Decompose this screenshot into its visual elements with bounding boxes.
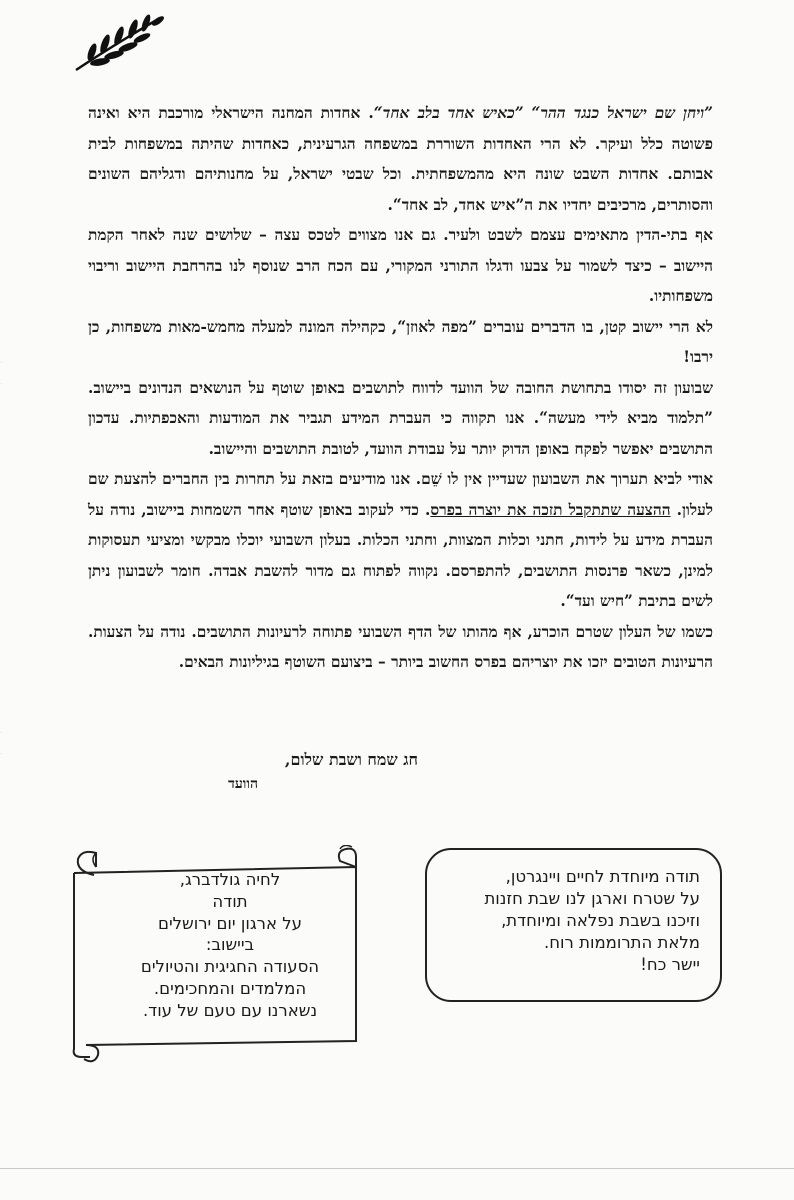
scroll-note-line: המלמדים והמחכימים. — [153, 978, 307, 998]
thanks-note-line: יישר כח! — [640, 955, 700, 974]
letter-body — [88, 98, 713, 678]
scroll-thank-you-note — [60, 845, 385, 1065]
thanks-note-line: תודה מיוחדת לחיים ויינגרטן, — [505, 867, 700, 886]
paragraph-text: . אחדות המחנה הישראלי מורכבת היא ואינה פשוטה כלל ועיקר. לא הרי האחדות השוררת במשפחה הגרעינית, כאחדות שהיתה במשפחות לבית אבותם. אחדות השבט שונה היא מהמשפחתית. וכל שבטי ישראל, על מחנותיהם ודגליהם השונים והסותרים, מרכיבים יחדיו את ה”איש אחד, לב אחד“. — [88, 104, 713, 214]
letter-paragraph — [88, 373, 713, 465]
letter-paragraph — [88, 220, 713, 312]
letter-paragraph — [88, 464, 713, 617]
underlined-prize-text: ההצעה שתתקבל תזכה את יוצרה בפרס — [430, 500, 671, 519]
punch-hole-mark — [0, 362, 15, 384]
paragraph-text: כשמו של העלון שטרם הוכרע, אף מהותו של הדף השבועי פתוחה לרעיונות התושבים. נודה על הצעות. הרעיונות הטובים יזכו את יוצריהם בפרס החשוב ביותר – ביצועם השוטף בגיליונות הבאים. — [88, 622, 713, 671]
thanks-note-line: מלאת התרוממות רוח. — [544, 933, 700, 952]
paragraph-text: אף בתי-הדין מתאימים עצמם לשבט ולעיר. גם אנו מצווים לטכס עצה – שלושים שנה לאחר הקמת היישוב – כיצד לשמור על צבעו ודגלו התורני המקורי, עם הכח הרב שנוסף לנו בהרחבת היישוב וריבוי משפחותיו. — [88, 226, 713, 305]
letter-paragraph — [88, 617, 713, 678]
letter-paragraph — [88, 98, 713, 220]
scroll-note-line: נשארנו עם טעם של עוד. — [142, 1000, 318, 1020]
olive-branch-icon — [72, 12, 167, 72]
paragraph-text: שבועון זה יסודו בתחושת החובה של הוועד לדווח לתושבים באופן שוטף על הנושאים הנדונים ביישוב. ”תלמוד מביא לידי מעשה“. אנו תקווה כי העברת המידע תגביר את המודעות והאכפתיות. עדכון התושבים יאפשר לפקח באופן הדוק יותר על עבודת הוועד, לטובת התושבים והיישוב. — [88, 378, 713, 458]
paragraph-text: אודי לביא תערוך את השבועון שעדיין אין לו שֵׁם. אנו מודיעים בזאת על תחרות בין החברים להצעת שם לעלון. — [88, 470, 713, 519]
letter-paragraph — [88, 312, 713, 373]
scroll-note-line: הסעודה החגיגית והטיולים — [140, 957, 320, 977]
closing-greeting: חג שמח ושבת שלום, — [284, 750, 418, 769]
signature: הוועד — [228, 776, 258, 792]
thanks-note-line: על שטרח וארגן לנו שבת חזנות — [484, 889, 700, 908]
thanks-note-text — [484, 866, 700, 976]
page-edge-line — [0, 1168, 794, 1169]
paragraph-text: לא הרי יישוב קטן, בו הדברים עוברים ”מפה לאוזן“, כקהילה המונה למעלה מחמש-מאות משפחות, כן ירבו! — [88, 317, 713, 366]
scroll-note-line: על ארגון יום ירושלים — [158, 913, 302, 933]
scroll-note-text — [100, 869, 360, 1022]
scroll-note-line: תודה — [212, 891, 248, 911]
thanks-note-line: וזיכנו בשבת נפלאה ומיוחדת, — [501, 911, 700, 930]
quote-text: ”ויחן שם ישראל כנגד ההר“ ”כאיש אחד בלב אחד“ — [373, 104, 714, 122]
punch-hole-mark — [0, 732, 15, 754]
paragraph-text: . כדי לעקוב באופן שוטף אחר השמחות ביישוב, נודה על העברת מידע על לידות, חתני וכלות המצוות, וחתני הכלות. בעלון השבועי יוכלו מבקשי ומציעי תעסוקות למינן, כשאר פרנסות התושבים, להתפרסם. נקווה לפתוח גם מדור להשבת אבדה. חומר לשבועון ניתן לשים בתיבת ”חיש ועד“. — [88, 500, 713, 610]
scroll-note-line: ביישוב: — [205, 935, 255, 955]
scroll-note-line: לחיה גולדברג, — [179, 870, 281, 889]
rounded-thank-you-note — [425, 848, 722, 1002]
